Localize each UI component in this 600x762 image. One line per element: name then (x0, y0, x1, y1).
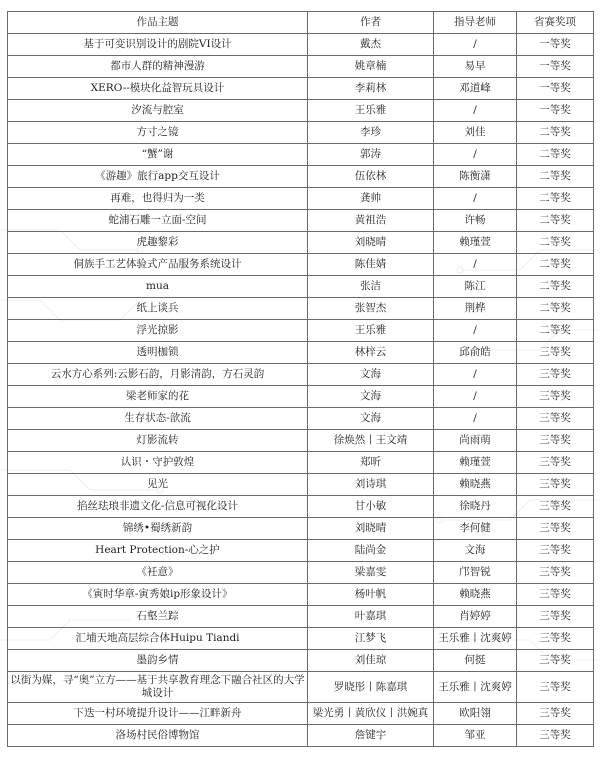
author-cell: 王乐雅 (308, 100, 434, 122)
advisor-cell: / (434, 254, 517, 276)
work-title-cell: 基于可变识别设计的剧院VI设计 (8, 34, 308, 56)
advisor-cell: 邹亚 (434, 725, 517, 747)
work-title-cell: 虎趣黎彩 (8, 232, 308, 254)
table-row (8, 496, 594, 518)
author-cell: 姚章楠 (308, 56, 434, 78)
table-row (8, 276, 594, 298)
award-cell: 二等奖 (517, 144, 594, 166)
table-row (8, 386, 594, 408)
author-cell: 郭涛 (308, 144, 434, 166)
author-cell: 叶嘉琪 (308, 606, 434, 628)
award-cell: 三等奖 (517, 364, 594, 386)
table-row (8, 188, 594, 210)
table-row (8, 606, 594, 628)
advisor-cell: / (434, 34, 517, 56)
author-cell: 戴杰 (308, 34, 434, 56)
advisor-cell: 赖晓燕 (434, 584, 517, 606)
advisor-cell: 文海 (434, 540, 517, 562)
advisor-cell: 赖瑾萱 (434, 452, 517, 474)
award-cell: 二等奖 (517, 320, 594, 342)
advisor-cell: 邓道峰 (434, 78, 517, 100)
author-cell: 张洁 (308, 276, 434, 298)
advisor-cell: 李何健 (434, 518, 517, 540)
table-row (8, 56, 594, 78)
work-title-cell: 《衽意》 (8, 562, 308, 584)
author-cell: 龚帅 (308, 188, 434, 210)
award-cell: 三等奖 (517, 452, 594, 474)
award-cell: 三等奖 (517, 540, 594, 562)
author-cell: 李莉林 (308, 78, 434, 100)
advisor-cell: / (434, 386, 517, 408)
author-cell: 郑昕 (308, 452, 434, 474)
award-cell: 三等奖 (517, 430, 594, 452)
award-cell: 二等奖 (517, 232, 594, 254)
table-row (8, 725, 594, 747)
award-cell: 三等奖 (517, 518, 594, 540)
author-cell: 张智杰 (308, 298, 434, 320)
award-cell: 三等奖 (517, 606, 594, 628)
table-row (8, 584, 594, 606)
work-title-cell: 石壑兰踪 (8, 606, 308, 628)
table-row (8, 320, 594, 342)
work-title-cell: Heart Protection-心之护 (8, 540, 308, 562)
author-cell: 罗晓彤丨陈嘉琪 (308, 672, 434, 703)
advisor-cell: 邱俞皓 (434, 342, 517, 364)
author-cell: 王乐雅 (308, 320, 434, 342)
table-row (8, 628, 594, 650)
table-row (8, 78, 594, 100)
work-title-cell: 汇埔天地高层综合体Huipu Tiandi (8, 628, 308, 650)
table-row (8, 342, 594, 364)
award-cell: 二等奖 (517, 166, 594, 188)
table-row (8, 562, 594, 584)
work-title-cell: 纸上谈兵 (8, 298, 308, 320)
award-cell: 三等奖 (517, 386, 594, 408)
award-cell: 二等奖 (517, 254, 594, 276)
advisor-cell: 徐晓丹 (434, 496, 517, 518)
table-row (8, 144, 594, 166)
award-cell: 三等奖 (517, 725, 594, 747)
award-cell: 一等奖 (517, 56, 594, 78)
work-title-cell: 都市人群的精神漫游 (8, 56, 308, 78)
award-cell: 三等奖 (517, 562, 594, 584)
table-row (8, 650, 594, 672)
author-cell: 刘晓晴 (308, 232, 434, 254)
header-award: 省赛奖项 (517, 12, 594, 34)
work-title-cell: 下迭一村环境提升设计——江畔新舟 (8, 703, 308, 725)
advisor-cell: / (434, 100, 517, 122)
award-cell: 三等奖 (517, 474, 594, 496)
work-title-cell: 灯影流转 (8, 430, 308, 452)
award-cell: 一等奖 (517, 34, 594, 56)
advisor-cell: 赖晓燕 (434, 474, 517, 496)
award-cell: 三等奖 (517, 672, 594, 703)
advisor-cell: 陈衡潇 (434, 166, 517, 188)
work-title-cell: 掐丝珐琅非遗文化-信息可视化设计 (8, 496, 308, 518)
table-row (8, 672, 594, 703)
work-title-cell: “蟹”谢 (8, 144, 308, 166)
work-title-cell: 汐流与腔室 (8, 100, 308, 122)
table-row (8, 474, 594, 496)
author-cell: 刘佳琼 (308, 650, 434, 672)
table-row (8, 540, 594, 562)
work-title-cell: mua (8, 276, 308, 298)
table-row (8, 122, 594, 144)
author-cell: 杨叶帆 (308, 584, 434, 606)
advisor-cell: 许畅 (434, 210, 517, 232)
table-row (8, 703, 594, 725)
advisor-cell: 欧阳翎 (434, 703, 517, 725)
award-cell: 二等奖 (517, 122, 594, 144)
author-cell: 徐焕然丨王文靖 (308, 430, 434, 452)
award-cell: 二等奖 (517, 210, 594, 232)
table-row (8, 210, 594, 232)
award-cell: 一等奖 (517, 100, 594, 122)
table-row (8, 452, 594, 474)
work-title-cell: 浮光掠影 (8, 320, 308, 342)
advisor-cell: 王乐雅丨沈爽婷 (434, 672, 517, 703)
author-cell: 文海 (308, 386, 434, 408)
award-cell: 三等奖 (517, 584, 594, 606)
author-cell: 刘诗琪 (308, 474, 434, 496)
work-title-cell: 锦绣•蜀绣新韵 (8, 518, 308, 540)
table-row (8, 34, 594, 56)
work-title-cell: 洛场村民俗博物馆 (8, 725, 308, 747)
award-cell: 三等奖 (517, 650, 594, 672)
work-title-cell: 侗族手工艺体验式产品服务系统设计 (8, 254, 308, 276)
table-row (8, 166, 594, 188)
header-row (8, 12, 594, 34)
awards-table (7, 11, 594, 747)
work-title-cell: XERO--模块化益智玩具设计 (8, 78, 308, 100)
table-row (8, 298, 594, 320)
award-cell: 二等奖 (517, 298, 594, 320)
work-title-cell: 墨韵乡情 (8, 650, 308, 672)
work-title-cell: 透明枷锁 (8, 342, 308, 364)
header-author: 作者 (308, 12, 434, 34)
work-title-cell: 蛇浦石雕一立面-空间 (8, 210, 308, 232)
author-cell: 文海 (308, 364, 434, 386)
table-row (8, 408, 594, 430)
award-cell: 三等奖 (517, 628, 594, 650)
advisor-cell: 邝智锐 (434, 562, 517, 584)
author-cell: 伍依林 (308, 166, 434, 188)
advisor-cell: 肖婷婷 (434, 606, 517, 628)
author-cell: 黄祖浩 (308, 210, 434, 232)
award-cell: 一等奖 (517, 78, 594, 100)
header-title: 作品主题 (8, 12, 308, 34)
advisor-cell: 尚雨萌 (434, 430, 517, 452)
work-title-cell: 生存状态-歆流 (8, 408, 308, 430)
award-cell: 三等奖 (517, 703, 594, 725)
award-cell: 三等奖 (517, 342, 594, 364)
table-row (8, 518, 594, 540)
work-title-cell: 《寅时华章-寅秀娘ip形象设计》 (8, 584, 308, 606)
advisor-cell: / (434, 364, 517, 386)
table-row (8, 100, 594, 122)
author-cell: 梁光勇丨黄欣仪丨洪婉真 (308, 703, 434, 725)
advisor-cell: / (434, 144, 517, 166)
author-cell: 刘晓晴 (308, 518, 434, 540)
table-row (8, 430, 594, 452)
author-cell: 陆尚金 (308, 540, 434, 562)
author-cell: 梁嘉雯 (308, 562, 434, 584)
advisor-cell: 赖瑾萱 (434, 232, 517, 254)
advisor-cell: 王乐雅丨沈爽婷 (434, 628, 517, 650)
award-cell: 三等奖 (517, 408, 594, 430)
award-cell: 三等奖 (517, 496, 594, 518)
author-cell: 李珍 (308, 122, 434, 144)
author-cell: 詹键宇 (308, 725, 434, 747)
advisor-cell: / (434, 408, 517, 430)
advisor-cell: 何挺 (434, 650, 517, 672)
award-cell: 二等奖 (517, 188, 594, 210)
work-title-cell: 再难，也得归为一类 (8, 188, 308, 210)
work-title-cell: 见光 (8, 474, 308, 496)
work-title-cell: 《游趣》旅行app交互设计 (8, 166, 308, 188)
author-cell: 文海 (308, 408, 434, 430)
advisor-cell: 易早 (434, 56, 517, 78)
advisor-cell: 荆桦 (434, 298, 517, 320)
author-cell: 甘小敏 (308, 496, 434, 518)
header-advisor: 指导老师 (434, 12, 517, 34)
advisor-cell: / (434, 320, 517, 342)
author-cell: 江梦飞 (308, 628, 434, 650)
table-row (8, 364, 594, 386)
work-title-cell: 认识・守护敦煌 (8, 452, 308, 474)
work-title-cell: 梁老师家的花 (8, 386, 308, 408)
table-row (8, 254, 594, 276)
advisor-cell: / (434, 188, 517, 210)
table-row (8, 232, 594, 254)
work-title-cell: 方寸之镜 (8, 122, 308, 144)
work-title-cell: 以街为媒，寻“奥”立方——基于共享教育理念下融合社区的大学城设计 (8, 672, 308, 703)
author-cell: 陈佳婧 (308, 254, 434, 276)
award-cell: 二等奖 (517, 276, 594, 298)
author-cell: 林梓云 (308, 342, 434, 364)
advisor-cell: 陈江 (434, 276, 517, 298)
advisor-cell: 刘佳 (434, 122, 517, 144)
work-title-cell: 云水方心系列:云影石韵，月影清韵，方石灵韵 (8, 364, 308, 386)
